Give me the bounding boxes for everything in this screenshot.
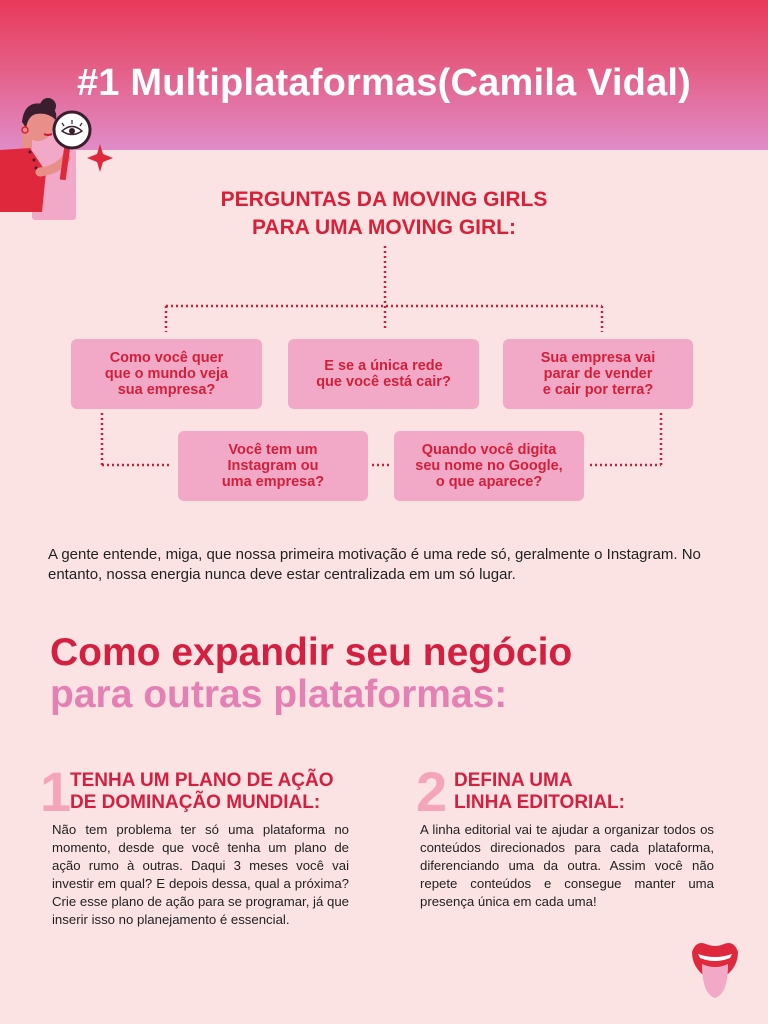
question-box: Como você quer que o mundo veja sua empresa? [71,339,262,409]
headline-line1: Como expandir seu negócio [50,631,573,674]
question-box: E se a única rede que você está cair? [288,339,479,409]
mouth-icon [690,938,740,1002]
step-body: Não tem problema ter só uma plataforma no momento, desde que você tenha um plano de ação rumo à outras. Daqui 3 meses você vai investir em qual? E depois dessa, qual a próxima? Crie esse plano de ação para se programar, já que inserir isso no planejamento é essencial. [52,822,349,927]
question-box: Você tem um Instagram ou uma empresa? [178,431,368,501]
question-box: Sua empresa vai parar de vender e cair por terra? [503,339,693,409]
step-title: DEFINA UMA LINHA EDITORIAL: [454,770,625,813]
flow-title-line2: PARA UMA MOVING GIRL: [251,216,517,239]
step-number: 2 [416,760,448,823]
section-headline [50,632,572,716]
step-body: A linha editorial vai te ajudar a organizar todos os conteúdos direcionados para cada plataforma, diferenciando uma da outra. Assim você não repete conteúdos e consegue manter uma presença única em cada uma! [420,822,714,909]
headline-line2: para outras plataformas: [50,673,508,716]
page-title: #1 Multiplataformas(Camila Vidal) [76,62,692,104]
intro-paragraph: A gente entende, miga, que nossa primeira motivação é uma rede só, geralmente o Instagram. No entanto, nossa energia nunca deve estar centralizada em um só lugar. [48,546,701,583]
step-number: 1 [40,760,72,823]
step-title: TENHA UM PLANO DE AÇÃO DE DOMINAÇÃO MUNDIAL: [70,770,334,813]
flow-title-line1: PERGUNTAS DA MOVING GIRLS [220,188,548,211]
question-box: Quando você digita seu nome no Google, o que aparece? [394,431,584,501]
